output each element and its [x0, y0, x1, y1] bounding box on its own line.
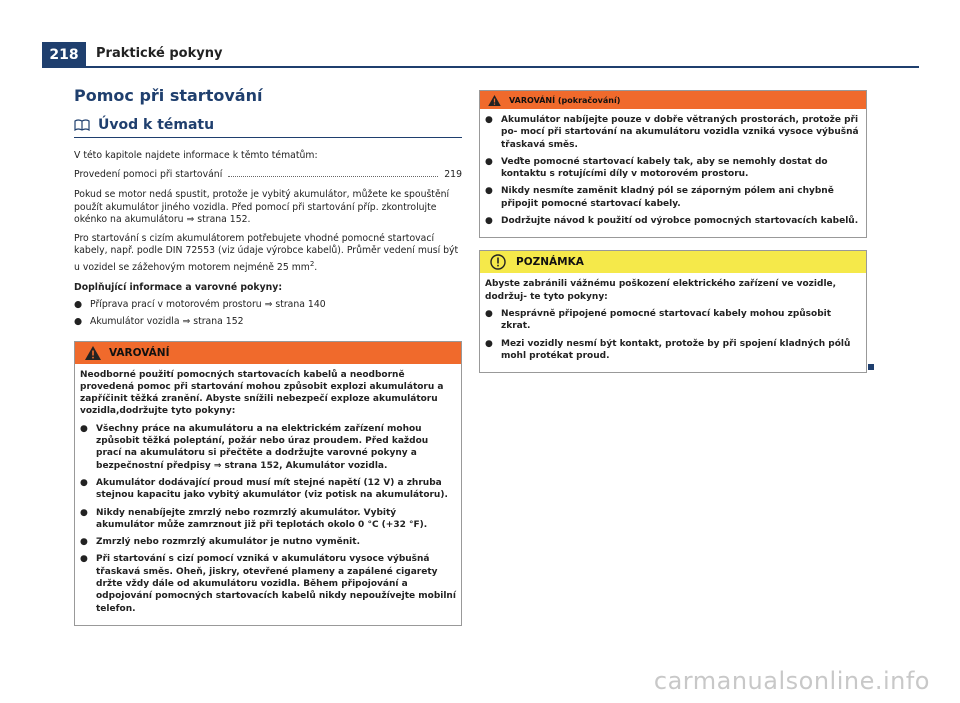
- list-item-text[interactable]: Akumulátor vozidla ⇒ strana 152: [90, 316, 244, 328]
- note-item-text: Nesprávně připojené pomocné startovací kabely mohou způsobit zkrat.: [501, 308, 832, 332]
- bullet-dot: ●: [74, 316, 83, 328]
- sub-heading-text: Úvod k tématu: [98, 117, 215, 133]
- warning-item: [80, 423, 456, 472]
- warning-triangle-icon: [488, 95, 501, 106]
- note-body: [480, 273, 866, 372]
- warning-item: [485, 156, 861, 181]
- superscript-2: 2: [309, 259, 315, 268]
- warning-continued-header: [480, 91, 866, 109]
- list-item: [74, 299, 462, 312]
- page-number: 218: [42, 42, 86, 68]
- bullet-dot: ●: [485, 186, 493, 197]
- warning-item: [80, 477, 456, 502]
- warning-box: [74, 341, 462, 626]
- warning-header: [75, 342, 461, 364]
- intro-text: V této kapitole najdete informace k těmto tématům:: [74, 150, 318, 161]
- toc-label[interactable]: Provedení pomoci při startování: [74, 168, 223, 180]
- bullet-dot: ●: [485, 156, 493, 167]
- bullet-dot: ●: [80, 423, 88, 434]
- warning-item-text: Při startování s cizí pomocí vzniká v akumulátoru vysoce výbušná třaskavá směs. Oheň, jiskry, otevřené plameny a zapálené cigarety držte vždy dále od akumulátoru vozidla. Během připojování a odpojování pomocných startovacích kabelů nikdy nepoužívejte mobilní telefon.: [96, 554, 456, 614]
- warning-body: [75, 364, 461, 625]
- book-icon: [74, 119, 90, 131]
- warning-item-text: Nikdy nenabíjejte zmrzlý nebo rozmrzlý akumulátor. Vybitý akumulátor může zamrznout již při teplotách okolo 0 °C (+32 °F).: [96, 507, 428, 530]
- sub-heading: [74, 117, 462, 138]
- warning-item: [80, 507, 456, 532]
- note-intro: Abyste zabránili vážnému poškození elektrického zařízení ve vozidle, dodržuj- te tyto pokyny:: [485, 279, 837, 302]
- bullet-dot: ●: [80, 507, 88, 518]
- warning-item-text: Nikdy nesmíte zaměnit kladný pól se záporným pólem ani chybně připojit pomocné startovací kabely.: [501, 186, 834, 209]
- note-item: [485, 338, 861, 363]
- note-title: POZNÁMKA: [516, 256, 584, 269]
- bullet-dot: ●: [80, 554, 88, 565]
- warning-item: [80, 553, 456, 614]
- warning-item: [485, 185, 861, 210]
- left-column: [74, 86, 462, 626]
- note-item-text: Mezi vozidly nesmí být kontakt, protože by při spojení kladných pólů mohl protékat proud.: [501, 338, 851, 361]
- exclamation-circle-icon: [490, 254, 506, 270]
- warning-item-text: Všechny práce na akumulátoru a na elektrickém zařízení mohou způsobit těžká poleptání, požár nebo úraz proudem. Před každou prací na akumulátoru si přečtěte a dodržujte varovné pokyny a bezpečnostní předpisy ⇒ strana 152, Akumulátor vozidla.: [96, 423, 429, 471]
- warning-continued-body: [480, 109, 866, 237]
- bullet-dot: ●: [80, 537, 88, 548]
- note-box: [479, 250, 867, 373]
- warning-triangle-icon: [85, 346, 101, 360]
- right-column: [479, 86, 867, 373]
- bullet-dot: ●: [80, 477, 88, 488]
- section-title: Praktické pokyny: [96, 46, 223, 61]
- warning-item-text: Veďte pomocné startovací kabely tak, aby se nemohly dostat do kontaktu s rotujícími díly v motorovém prostoru.: [501, 156, 828, 180]
- list-item-text[interactable]: Příprava prací v motorovém prostoru ⇒ strana 140: [90, 298, 326, 310]
- chapter-title: Pomoc při startování: [74, 86, 263, 105]
- bullet-dot: ●: [485, 308, 493, 319]
- toc-row[interactable]: [74, 169, 462, 182]
- list-item: [74, 316, 462, 329]
- paragraph-cables-end: .: [314, 261, 318, 273]
- warning-item: [80, 536, 456, 548]
- paragraph-cables: [74, 233, 462, 275]
- warning-item-text: Akumulátor dodávající proud musí mít stejné napětí (12 V) a zhruba stejnou kapacitu jako vybitý akumulátor (viz potisk na akumulátoru).: [96, 477, 448, 501]
- bullet-dot: ●: [485, 115, 493, 125]
- watermark: carmanualsonline.info: [653, 667, 930, 695]
- paragraph-cables-text: Pro startování s cizím akumulátorem potřebujete vhodné pomocné startovací kabely, např. podle DIN 72553 (viz údaje výrobce kabelů). Průměr vedení musí být u vozidel se zážehovým motorem nejméně 25 mm: [74, 232, 459, 273]
- header-rule: [86, 66, 919, 68]
- note-header: [480, 251, 866, 273]
- paragraph-battery: Pokud se motor nedá spustit, protože je vybitý akumulátor, můžete ke spouštění použít akumulátor jiného vozidla. Před pomocí při startování příp. zkontrolujte okénko na akumulátoru ⇒ strana 152.: [74, 189, 450, 225]
- warning-item-text: Zmrzlý nebo rozmrzlý akumulátor je nutno vyměnit.: [96, 537, 360, 548]
- bullet-dot: ●: [74, 298, 83, 310]
- bullet-dot: ●: [485, 338, 493, 349]
- note-item: [485, 308, 861, 333]
- additional-info-heading: Doplňující informace a varovné pokyny:: [74, 282, 283, 294]
- warning-continued-title: VAROVÁNÍ (pokračování): [509, 95, 621, 105]
- warning-title: VAROVÁNÍ: [109, 346, 170, 359]
- warning-item: [485, 114, 861, 151]
- section-end-marker: [868, 364, 874, 370]
- warning-intro: Neodborné použití pomocných startovacích kabelů a neodborně provedená pomoc při startování mohou způsobit explozi akumulátoru a zapříčinit těžká zranění. Abyste snížili nebezpečí exploze akumulátoru vozidla,dodržujte tyto pokyny:: [80, 369, 444, 417]
- toc-page: 219: [444, 168, 462, 180]
- warning-item-text: Akumulátor nabíjejte pouze v dobře větraných prostorách, protože při po- mocí při startování na akumulátoru vozidla vzniká vysoce výbušná třaskavá směs.: [501, 115, 859, 150]
- warning-continued-box: [479, 90, 867, 238]
- warning-item-text: Dodržujte návod k použití od výrobce pomocných startovacích kabelů.: [501, 216, 859, 227]
- bullet-dot: ●: [485, 216, 493, 227]
- warning-item: [485, 215, 861, 227]
- toc-leader: [228, 176, 438, 177]
